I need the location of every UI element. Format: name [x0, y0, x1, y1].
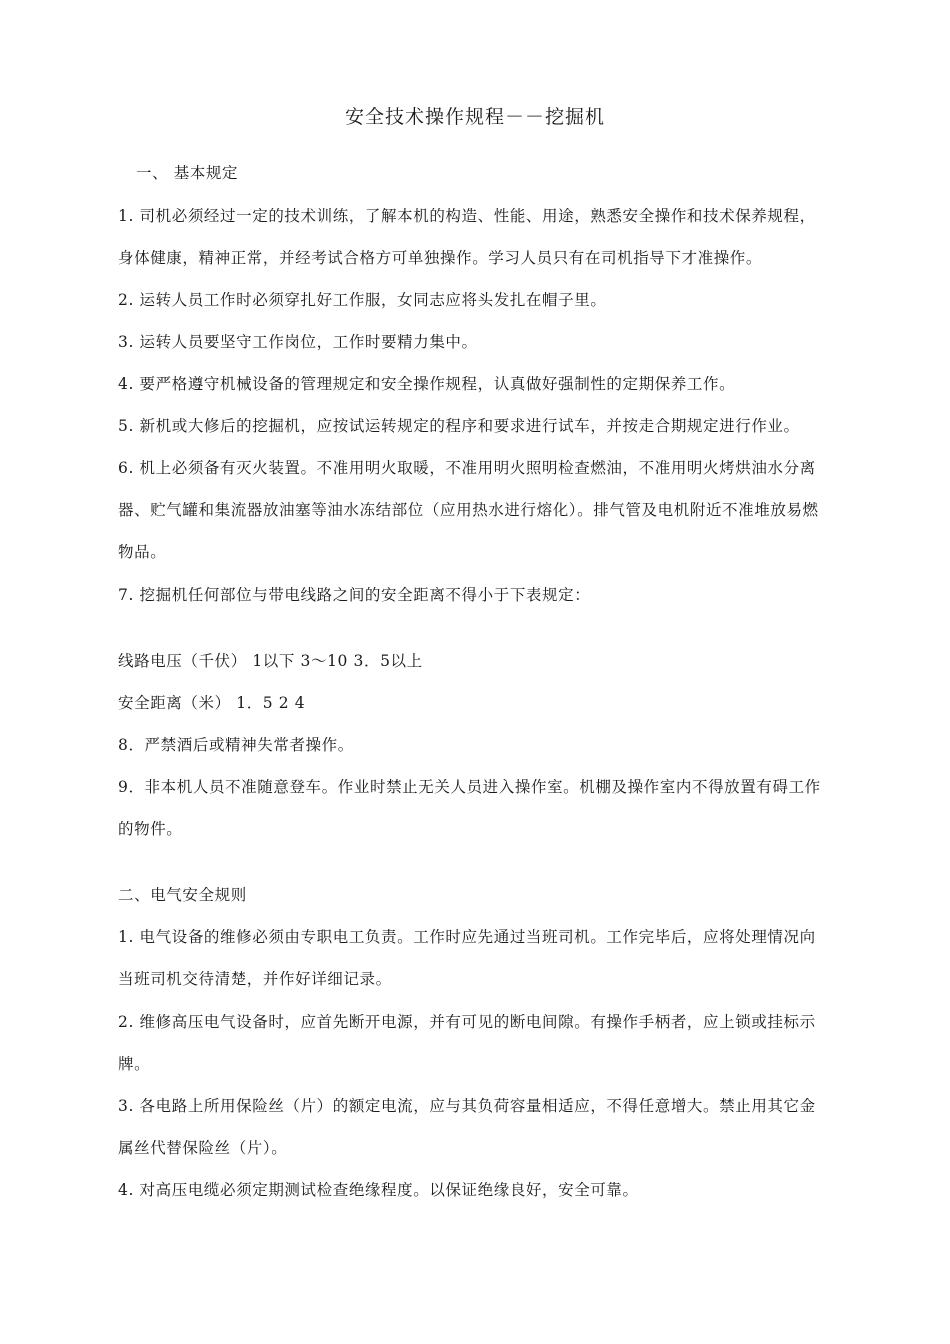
- paragraph-line: 7. 挖掘机任何部位与带电线路之间的安全距离不得小于下表规定：: [118, 586, 591, 604]
- paragraph-line: 4. 要严格遵守机械设备的管理规定和安全操作规程，认真做好强制性的定期保养工作。: [118, 375, 736, 393]
- paragraph-line: 的物件。: [118, 820, 183, 838]
- paragraph-line: 6. 机上必须备有灭火装置。不准用明火取暖，不准用明火照明检查燃油，不准用明火烤烘油水分离: [118, 459, 816, 477]
- section-heading-electrical: 二、电气安全规则: [118, 886, 247, 904]
- paragraph-line: 3. 各电路上所用保险丝（片）的额定电流，应与其负荷容量相适应，不得任意增大。禁止用其它金: [118, 1097, 816, 1115]
- paragraph-line: 1. 司机必须经过一定的技术训练，了解本机的构造、性能、用途，熟悉安全操作和技术保养规程，: [118, 207, 816, 225]
- paragraph-line: 身体健康，精神正常，并经考试合格方可单独操作。学习人员只有在司机指导下才准操作。: [118, 249, 763, 267]
- paragraph-line: 5. 新机或大修后的挖掘机，应按试运转规定的程序和要求进行试车，并按走合期规定进行作业。: [118, 417, 800, 435]
- paragraph-line: 8．严禁酒后或精神失常者操作。: [118, 736, 354, 754]
- paragraph-line: 牌。: [118, 1055, 151, 1073]
- paragraph-line: 物品。: [118, 543, 167, 561]
- voltage-row: 线路电压（千伏） 1以下 3～10 3．5以上: [118, 652, 423, 670]
- document-title: 安全技术操作规程－－挖掘机: [344, 106, 605, 128]
- paragraph-line: 3. 运转人员要坚守工作岗位，工作时要精力集中。: [118, 333, 478, 351]
- section-heading-basic-rules: 一、 基本规定: [136, 164, 239, 182]
- paragraph-line: 2. 运转人员工作时必须穿扎好工作服，女同志应将头发扎在帽子里。: [118, 291, 607, 309]
- paragraph-line: 4. 对高压电缆必须定期测试检查绝缘程度。以保证绝缘良好，安全可靠。: [118, 1181, 639, 1199]
- paragraph-line: 属丝代替保险丝（片）。: [118, 1139, 288, 1157]
- paragraph-line: 当班司机交待清楚，并作好详细记录。: [118, 970, 392, 988]
- paragraph-line: 9．非本机人员不准随意登车。作业时禁止无关人员进入操作室。机棚及操作室内不得放置有碍工作: [118, 778, 821, 796]
- paragraph-line: 器、贮气罐和集流器放油塞等油水冻结部位（应用热水进行熔化）。排气管及电机附近不准堆放易燃: [118, 501, 819, 519]
- paragraph-line: 2. 维修高压电气设备时，应首先断开电源，并有可见的断电间隙。有操作手柄者，应上锁或挂标示: [118, 1013, 816, 1031]
- paragraph-line: 1. 电气设备的维修必须由专职电工负责。工作时应先通过当班司机。工作完毕后，应将处理情况向: [118, 928, 816, 946]
- distance-row: 安全距离（米） 1．5 2 4: [118, 694, 306, 712]
